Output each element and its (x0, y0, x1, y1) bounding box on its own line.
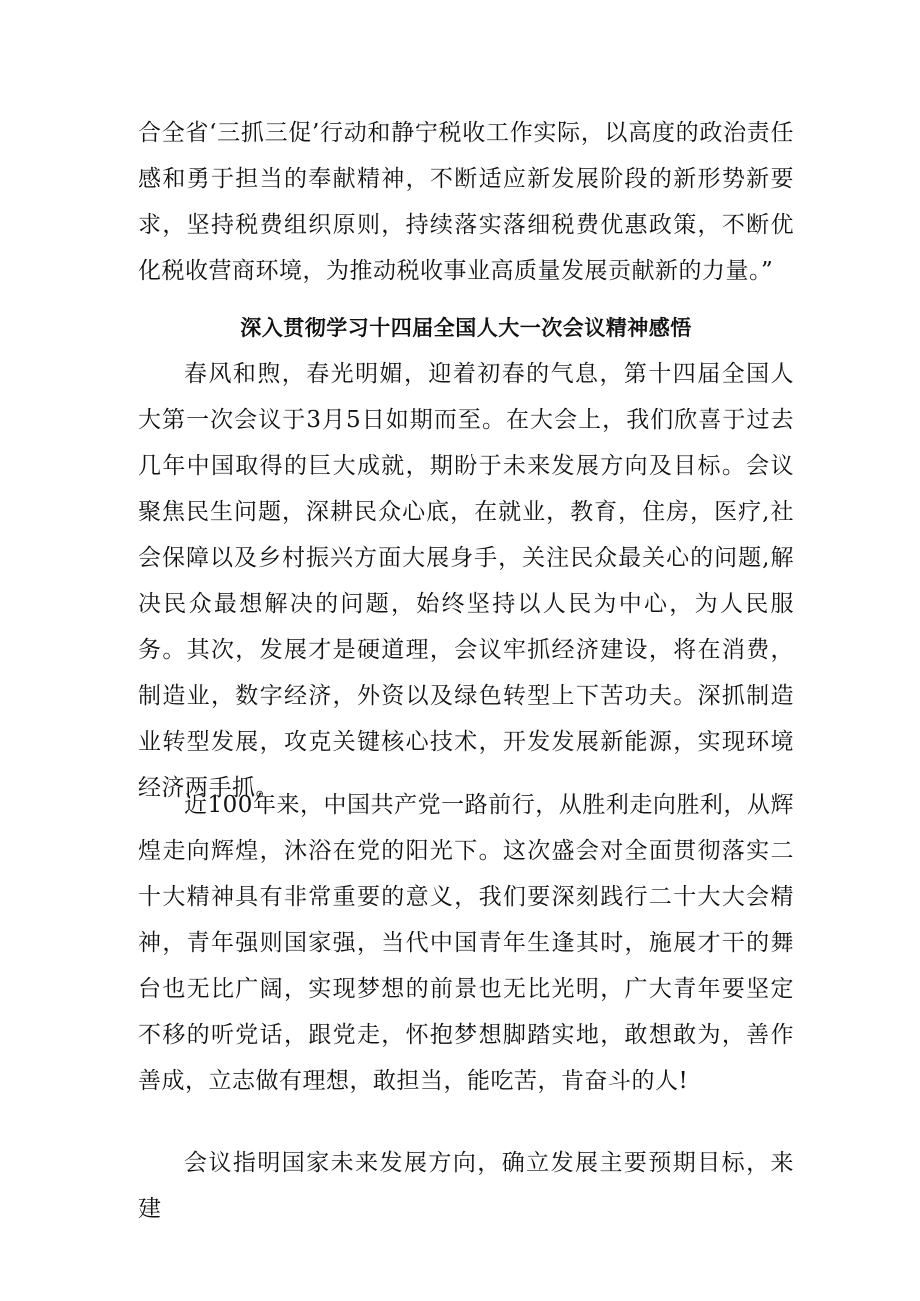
continued-paragraph (138, 110, 794, 294)
paragraph-1 (138, 351, 794, 811)
paragraph-2 (138, 782, 794, 1104)
paragraph-text: 春风和煦，春光明媚，迎着初春的气息，第十四届全国人大第一次会议于3月5日如期而至。在大会上，我们欣喜于过去几年中国取得的巨大成就，期盼于未来发展方向及目标。会议聚焦民生问题，深耕民众心底，在就业，教育，住房，医疗,社会保障以及乡村振兴方面大展身手，关注民众最关心的问题,解决民众最想解决的问题，始终坚持以人民为中心，为人民服务。其次，发展才是硬道理，会议牢抓经济建设，将在消费，制造业，数字经济，外资以及绿色转型上下苦功夫。深抓制造业转型发展，攻克关键核心技术，开发发展新能源，实现环境经济两手抓。 (138, 361, 794, 801)
section-heading: 深入贯彻学习十四届全国人大一次会议精神感悟 (240, 316, 692, 340)
paragraph-text: 合全省‘三抓三促’行动和静宁税收工作实际，以高度的政治责任感和勇于担当的奉献精神，不断适应新发展阶段的新形势新要求，坚持税费组织原则，持续落实落细税费优惠政策，不断优化税收营商环境，为推动税收事业高质量发展贡献新的力量。” (138, 120, 794, 284)
paragraph-text: 会议指明国家未来发展方向，确立发展主要预期目标，来建 (138, 1150, 794, 1222)
paragraph-3 (138, 1140, 794, 1232)
paragraph-text: 近100年来，中国共产党一路前行，从胜利走向胜利，从辉煌走向辉煌，沐浴在党的阳光下。这次盛会对全面贯彻落实二十大精神具有非常重要的意义，我们要深刻践行二十大大会精神，青年强则国家强，当代中国青年生逢其时，施展才干的舞台也无比广阔，实现梦想的前景也无比光明，广大青年要坚定不移的听党话，跟党走，怀抱梦想脚踏实地，敢想敢为，善作善成，立志做有理想，敢担当，能吃苦，肯奋斗的人! (138, 792, 794, 1094)
